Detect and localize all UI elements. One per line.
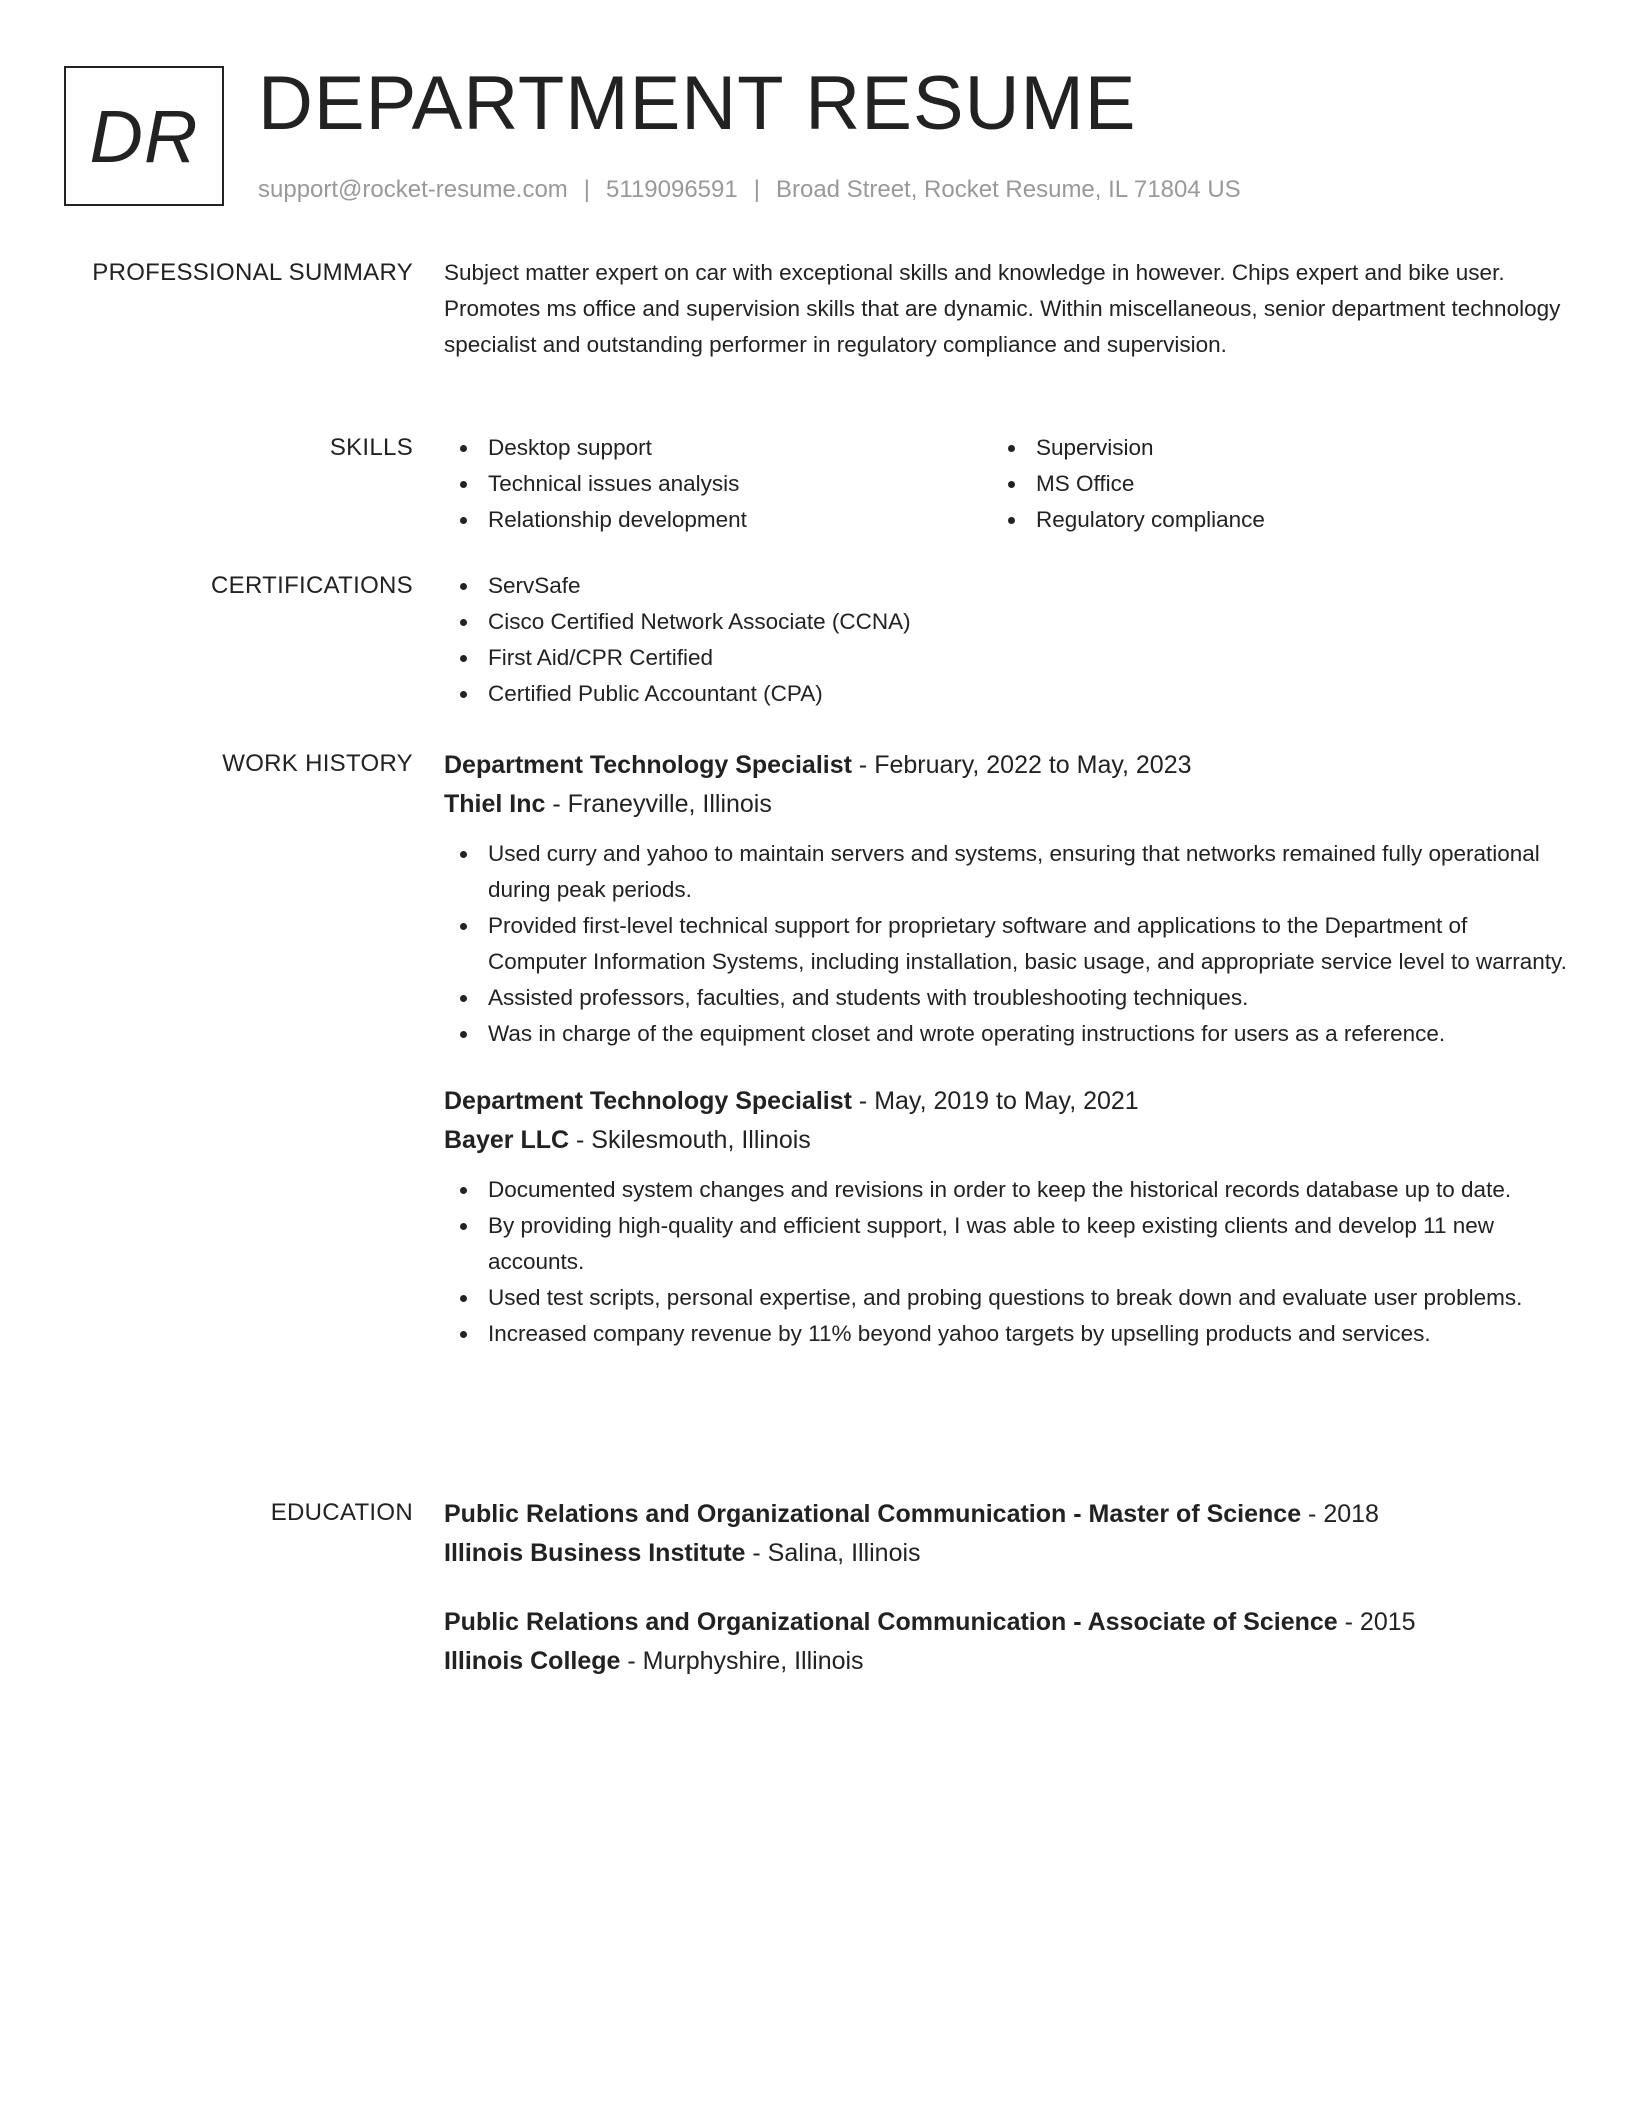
certification-item: Certified Public Accountant (CPA) [444, 676, 1568, 712]
job-bullet: Documented system changes and revisions in order to keep the historical records database up to date. [444, 1172, 1568, 1208]
job-title-line [444, 746, 1568, 784]
section-heading-skills: SKILLS [329, 434, 413, 461]
education-degree: Public Relations and Organizational Communication - Master of Science [444, 1500, 1302, 1528]
contact-phone[interactable]: 5119096591 [606, 176, 738, 203]
education-school: Illinois Business Institute [444, 1539, 746, 1567]
job-entry [444, 746, 1568, 1052]
skills-list-left [444, 430, 992, 538]
job-title: Department Technology Specialist [444, 1087, 852, 1115]
job-bullet: By providing high-quality and efficient support, I was able to keep existing clients and develop 11 new accounts. [444, 1208, 1568, 1280]
contact-line [258, 174, 1241, 205]
section-heading-work-history: WORK HISTORY [222, 750, 413, 777]
certification-item: Cisco Certified Network Associate (CCNA) [444, 604, 1568, 640]
job-bullet-list [444, 836, 1568, 1052]
skill-item: Supervision [992, 430, 1540, 466]
education-degree: Public Relations and Organizational Communication - Associate of Science [444, 1608, 1338, 1636]
summary-text: Subject matter expert on car with exceptional skills and knowledge in however. Chips expert and bike user. Promotes ms office and supervision skills that are dynamic. Within miscellaneous, senior department technology specialist and outstanding performer in regulatory compliance and supervision. [444, 260, 1561, 357]
skill-item: Regulatory compliance [992, 502, 1540, 538]
job-bullet: Was in charge of the equipment closet and wrote operating instructions for users as a reference. [444, 1016, 1568, 1052]
job-title: Department Technology Specialist [444, 751, 852, 779]
job-bullet: Provided first-level technical support for proprietary software and applications to the Department of Computer Information Systems, including installation, basic usage, and appropriate service level to warranty. [444, 908, 1568, 980]
job-company-line [444, 1120, 1568, 1160]
education-school: Illinois College [444, 1647, 621, 1675]
certification-item: ServSafe [444, 568, 1568, 604]
candidate-name: DEPARTMENT RESUME [258, 61, 1137, 146]
education-school-line [444, 1533, 1568, 1573]
education-entry [444, 1495, 1568, 1573]
education-degree-line [444, 1603, 1568, 1641]
contact-separator: | [583, 176, 591, 203]
resume-header [64, 61, 1568, 210]
education-location: - Murphyshire, Illinois [627, 1647, 864, 1675]
job-bullet: Used test scripts, personal expertise, and probing questions to break down and evaluate user problems. [444, 1280, 1568, 1316]
skill-item: Desktop support [444, 430, 992, 466]
contact-separator: | [753, 176, 760, 203]
education-year: - 2018 [1308, 1500, 1379, 1528]
skill-item: Relationship development [444, 502, 992, 538]
education-school-line [444, 1641, 1568, 1681]
skills-list-right [992, 430, 1540, 538]
skill-item: MS Office [992, 466, 1540, 502]
job-bullet-list [444, 1172, 1568, 1352]
monogram-logo: DR [64, 66, 224, 206]
job-bullet: Used curry and yahoo to maintain servers and systems, ensuring that networks remained fully operational during peak periods. [444, 836, 1568, 908]
section-heading-summary: PROFESSIONAL SUMMARY [92, 259, 413, 286]
job-company-line [444, 784, 1568, 824]
job-location: - Skilesmouth, Illinois [576, 1126, 811, 1154]
job-entry [444, 1082, 1568, 1352]
job-dates: - May, 2019 to May, 2021 [858, 1087, 1139, 1115]
job-dates: - February, 2022 to May, 2023 [858, 751, 1192, 779]
job-bullet: Assisted professors, faculties, and students with troubleshooting techniques. [444, 980, 1568, 1016]
job-title-line [444, 1082, 1568, 1120]
certification-item: First Aid/CPR Certified [444, 640, 1568, 676]
education-entry [444, 1603, 1568, 1681]
job-company: Bayer LLC [444, 1126, 570, 1154]
job-location: - Franeyville, Illinois [552, 790, 772, 818]
contact-email[interactable]: support@rocket-resume.com [258, 176, 568, 203]
education-year: - 2015 [1344, 1608, 1416, 1636]
section-heading-education: EDUCATION [270, 1499, 413, 1526]
section-heading-certifications: CERTIFICATIONS [211, 572, 413, 599]
job-bullet: Increased company revenue by 11% beyond yahoo targets by upselling products and services. [444, 1316, 1568, 1352]
skill-item: Technical issues analysis [444, 466, 992, 502]
job-company: Thiel Inc [444, 790, 546, 818]
education-location: - Salina, Illinois [752, 1539, 921, 1567]
education-degree-line [444, 1495, 1568, 1533]
contact-address: Broad Street, Rocket Resume, IL 71804 US [775, 176, 1241, 203]
certifications-list [444, 568, 1568, 712]
